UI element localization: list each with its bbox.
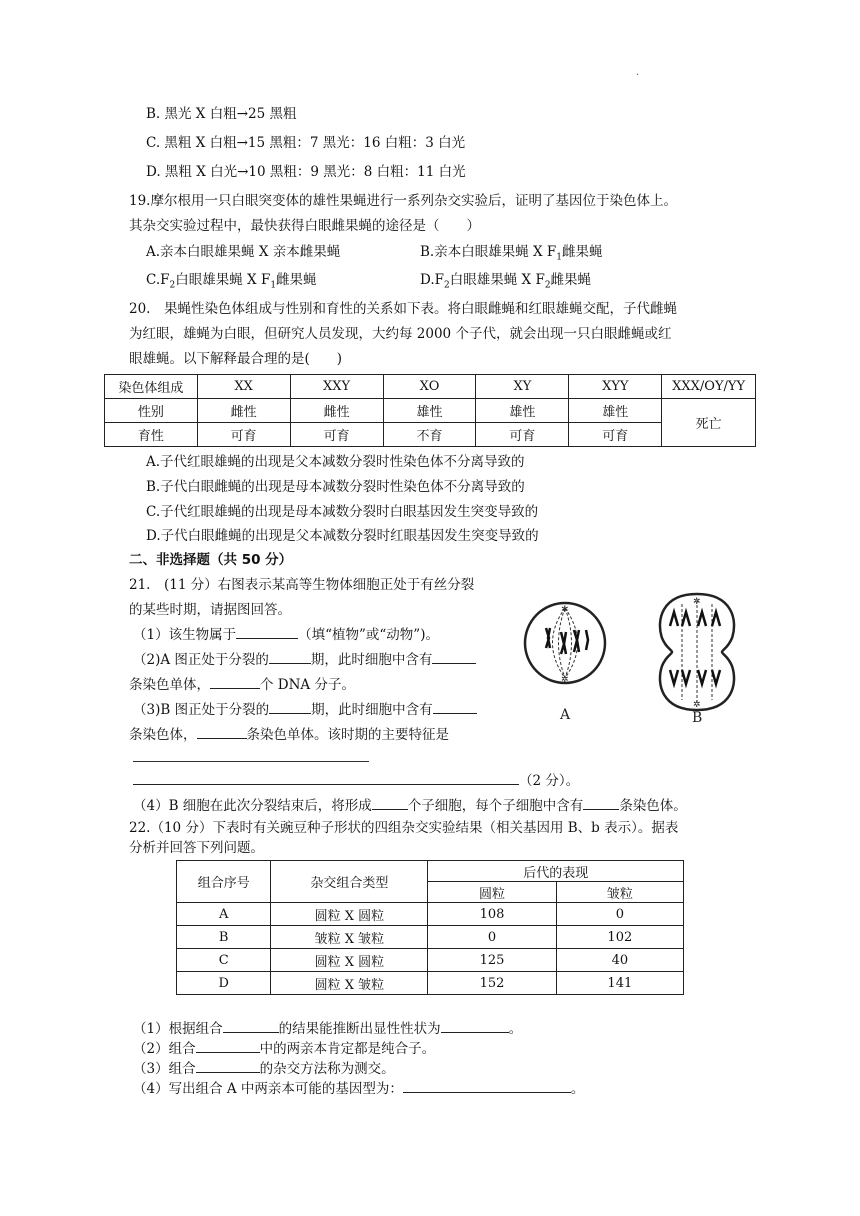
- table-cell: 不育: [383, 423, 476, 447]
- table-cell: D: [177, 972, 271, 995]
- svg-text:✲: ✲: [693, 700, 701, 710]
- q21-line1: 21. (11 分）右图表示某高等生物体细胞正处于有丝分裂: [129, 577, 475, 593]
- table-cell: 性别: [105, 399, 198, 423]
- table-header-cell: XO: [383, 375, 476, 399]
- q20-option-d: D.子代白眼雌蝇的出现是父本减数分裂时红眼基因发生突变导致的: [146, 528, 539, 544]
- q19-option-d: $D.F_2$白眼雄果蝇 X $F_2$雌果蝇: [420, 272, 592, 291]
- table-cell: 125: [428, 949, 556, 972]
- table-cell: 雄性: [569, 399, 662, 423]
- table-row: [177, 903, 684, 926]
- q20-stem-line3: 眼雄蝇。以下解释最合理的是( ): [129, 351, 343, 367]
- svg-text:✲: ✲: [561, 605, 569, 615]
- q20-stem-line2: 为红眼，雄蝇为白眼，但研究人员发现，大约每 2000 个子代，就会出现一只白眼雌蝇或红: [129, 326, 672, 342]
- svg-text:✲: ✲: [561, 675, 569, 685]
- q22-question1: （1）根据组合 的结果能推断出显性性状为 。: [133, 1018, 522, 1039]
- table-cell: 可育: [476, 423, 569, 447]
- q22-question3: （3）组合 的杂交方法称为测交。: [133, 1058, 395, 1079]
- q21-part3-answer: （2 分）。: [133, 770, 579, 791]
- q21-line2: 的某些时期，请据图回答。: [129, 602, 291, 618]
- q19-stem-line2: 其杂交实验过程中，最快获得白眼雌果蝇的途径是（ ）: [129, 218, 480, 234]
- q21-part2: （2)A 图正处于分裂的 期，此时细胞中含有: [133, 649, 476, 670]
- q20-option-b: B.子代白眼雌蝇的出现是母本减数分裂时性染色体不分离导致的: [146, 479, 525, 495]
- table-cell: 雌性: [197, 399, 290, 423]
- table-header-cell: 圆粒: [428, 882, 556, 903]
- top-mark: ·: [636, 70, 640, 81]
- table-header-cell: 后代的表现: [428, 861, 684, 882]
- table-header-cell: 组合序号: [177, 861, 271, 903]
- q22-question2: （2）组合 中的两亲本肯定都是纯合子。: [133, 1038, 435, 1059]
- cell-figure-a: [520, 598, 610, 723]
- q19-option-a: A.亲本白眼雄果蝇 X 亲本雌果蝇: [146, 244, 341, 260]
- table-cell: A: [177, 903, 271, 926]
- q22-line1: 22.（10 分）下表时有关豌豆种子形状的四组杂交实验结果（相关基因用 B、b 表示）。据表: [129, 820, 679, 836]
- table-header-cell: XX: [197, 375, 290, 399]
- table-cell: B: [177, 926, 271, 949]
- chromosome-table: [104, 374, 756, 447]
- q21-part4: （4）B 细胞在此次分裂结束后，将形成 个子细胞，每个子细胞中含有 条染色体。: [133, 795, 687, 816]
- q18-option-c: C. 黑粗 X 白粗→15 黑粗：7 黑光：16 白粗：3 白光: [146, 135, 466, 151]
- q18-option-b: B. 黑光 X 白粗→25 黑粗: [146, 106, 297, 122]
- q22-question4: （4）写出组合 A 中两亲本可能的基因型为： 。: [133, 1078, 584, 1099]
- q21-part2-cont: 条染色单体， 个 DNA 分子。: [129, 674, 355, 695]
- q21-part3-cont: 条染色体， 条染色单体。该时期的主要特征是: [129, 724, 449, 745]
- table-cell: 育性: [105, 423, 198, 447]
- table-row: [177, 972, 684, 995]
- table-cell: 0: [556, 903, 683, 926]
- table-row: [177, 926, 684, 949]
- table-cell: 皱粒 X 皱粒: [271, 926, 428, 949]
- table-cell: 可育: [290, 423, 383, 447]
- table-header-cell: 皱粒: [556, 882, 683, 903]
- table-header-cell: XXY: [290, 375, 383, 399]
- q19-stem-line1: 19.摩尔根用一只白眼突变体的雄性果蝇进行一系列杂交实验后，证明了基因位于染色体上。: [129, 193, 677, 209]
- q21-part1: （1）该生物属于 （填“植物”或“动物”)。: [133, 624, 439, 645]
- section-heading: 二、非选择题（共 50 分）: [129, 552, 293, 568]
- table-cell: 雌性: [290, 399, 383, 423]
- q18-option-d: D. 黑粗 X 白光→10 黑粗：9 黑光：8 白粗：11 白光: [146, 164, 466, 180]
- svg-text:✲: ✲: [693, 597, 701, 607]
- figure-a-label: A: [560, 707, 571, 723]
- pea-cross-table: [176, 860, 684, 995]
- table-cell: 141: [556, 972, 683, 995]
- table-cell: 108: [428, 903, 556, 926]
- table-cell: 102: [556, 926, 683, 949]
- table-cell: 40: [556, 949, 683, 972]
- answer-line: [133, 761, 369, 762]
- table-cell: 0: [428, 926, 556, 949]
- table-cell: 圆粒 X 皱粒: [271, 972, 428, 995]
- table-cell: C: [177, 949, 271, 972]
- q20-stem-line1: 20. 果蝇性染色体组成与性别和育性的关系如下表。将白眼雌蝇和红眼雄蝇交配，子代雌蝇: [129, 301, 677, 317]
- table-header-cell: XYY: [569, 375, 662, 399]
- table-header-cell: 染色体组成: [105, 375, 198, 399]
- q22-line2: 分析并回答下列问题。: [129, 840, 264, 856]
- table-cell: 雄性: [476, 399, 569, 423]
- table-cell: 可育: [197, 423, 290, 447]
- table-cell: 152: [428, 972, 556, 995]
- table-header-cell: XXX/OY/YY: [662, 375, 756, 399]
- table-header-cell: 杂交组合类型: [271, 861, 428, 903]
- table-cell: 可育: [569, 423, 662, 447]
- figure-b-label: B: [692, 710, 703, 725]
- table-cell: 圆粒 X 圆粒: [271, 903, 428, 926]
- q21-part3: （3)B 图正处于分裂的 期，此时细胞中含有: [133, 699, 477, 720]
- cell-figure-b: [652, 590, 742, 725]
- q19-option-c: $C.F_2$白眼雄果蝇 X $F_1$雌果蝇: [146, 272, 317, 291]
- q19-option-b: B.亲本白眼雄果蝇 X $F_1$雌果蝇: [420, 244, 603, 263]
- table-cell: 雄性: [383, 399, 476, 423]
- table-header-cell: XY: [476, 375, 569, 399]
- q20-option-a: A.子代红眼雄蝇的出现是父本减数分裂时性染色体不分离导致的: [146, 454, 525, 470]
- table-row: [177, 949, 684, 972]
- q20-option-c: C.子代红眼雄蝇的出现是母本减数分裂时白眼基因发生突变导致的: [146, 504, 539, 520]
- table-merged-cell: 死亡: [662, 399, 756, 447]
- table-cell: 圆粒 X 圆粒: [271, 949, 428, 972]
